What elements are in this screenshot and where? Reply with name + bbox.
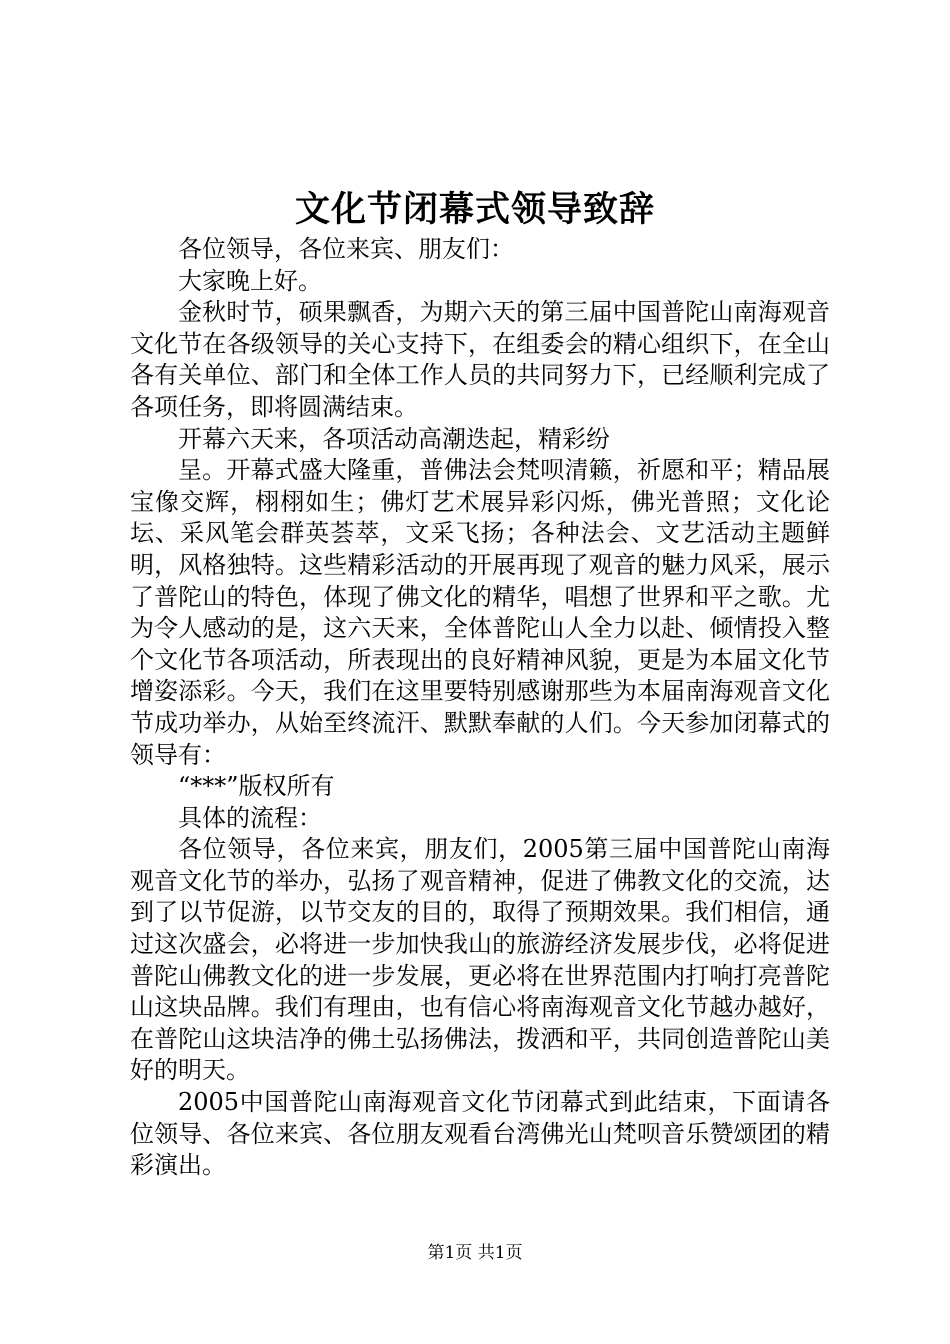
paragraph-salutation: 各位领导，各位来宾、朋友们： (178, 235, 514, 263)
paragraph-intro: 金秋时节，硕果飘香，为期六天的第三届中国普陀山南海观音文化节在各级领导的关心支持下，在组委会的精心组织下，在全山各有关单位、部门和全体工作人员的共同努力下，已经顺利完成了各项任务，即将圆满结束。 (130, 298, 830, 421)
document-body (130, 234, 830, 1182)
paragraph-copyright: “***”版权所有 (178, 772, 335, 801)
paragraph-activities-start: 开幕六天来，各项活动高潮迭起，精彩纷 (178, 424, 610, 453)
document-title: 文化节闭幕式领导致辞 (294, 189, 655, 230)
paragraph-greeting: 大家晚上好。 (178, 266, 322, 295)
paragraph-activities: 呈。开幕式盛大隆重，普佛法会梵呗清籁，祈愿和平；精品展宝像交辉，栩栩如生；佛灯艺术展异彩闪烁，佛光普照；文化论坛、采风笔会群英荟萃，文采飞扬；各种法会、文艺活动主题鲜明，风格独特。这些精彩活动的开展再现了观音的魅力风采，展示了普陀山的特色，体现了佛文化的精华，唱想了世界和平之歌。尤为令人感动的是，这六天来，全体普陀山人全力以赴、倾情投入整个文化节各项活动，所表现出的良好精神风貌，更是为本届文化节增姿添彩。今天，我们在这里要特别感谢那些为本届南海观音文化节成功举办，从始至终流汗、默默奉献的人们。今天参加闭幕式的领导有： (130, 456, 830, 769)
paragraph-closing: 2005中国普陀山南海观音文化节闭幕式到此结束，下面请各位领导、各位来宾、各位朋友观看台湾佛光山梵呗音乐赞颂团的精彩演出。 (130, 1088, 830, 1180)
paragraph-summary: 各位领导，各位来宾，朋友们，2005第三届中国普陀山南海观音文化节的举办，弘扬了观音精神，促进了佛教文化的交流，达到了以节促游，以节交友的目的，取得了预期效果。我们相信，通过这次盛会，必将进一步加快我山的旅游经济发展步伐，必将促进普陀山佛教文化的进一步发展，更必将在世界范围内打响打亮普陀山这块品牌。我们有理由，也有信心将南海观音文化节越办越好，在普陀山这块洁净的佛土弘扬佛法，拨洒和平，共同创造普陀山美好的明天。 (130, 835, 830, 1085)
page-footer: 第1页 共1页 (427, 1243, 523, 1263)
paragraph-process: 具体的流程： (178, 803, 322, 832)
